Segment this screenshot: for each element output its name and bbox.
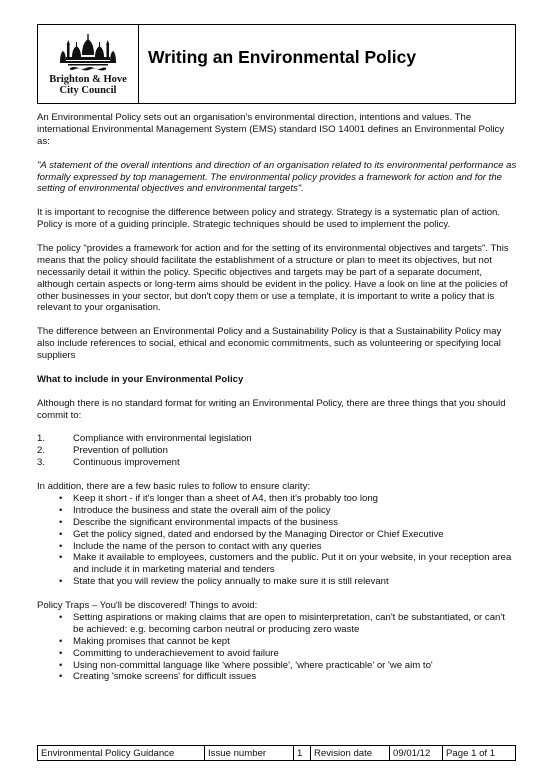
intro-paragraph: An Environmental Policy sets out an organisation's environmental direction, intentions and values. The international Environmental Management System (EMS) standard ISO 14001 defines an Environmental Policy as: (37, 112, 505, 147)
list-item: 1. Compliance with environmental legislation (37, 433, 252, 445)
council-name-line2: City Council (59, 85, 117, 96)
policy-strategy-paragraph: It is important to recognise the difference between policy and strategy. Strategy is a systematic plan of action. Policy is more of a guiding principle. Strategic techniques should be used to implement the policy. (37, 207, 501, 231)
list-item: • Describe the significant environmental impacts of the business (59, 516, 339, 528)
footer-page-number: Page 1 of 1 (443, 746, 516, 761)
list-item: 2. Prevention of pollution (37, 445, 168, 457)
council-logo (38, 25, 139, 103)
document-title: Writing an Environmental Policy (148, 47, 417, 67)
list-item: • State that you will review the policy annually to make sure it is still relevant (59, 576, 389, 588)
list-item: • Committing to underachievement to avoid failure (59, 647, 279, 659)
traps-list (37, 612, 517, 683)
council-name (38, 74, 138, 96)
list-item: 3. Continuous improvement (37, 457, 180, 469)
list-item: • Setting aspirations or making claims that are open to misinterpretation, can't be substantiated, or can't be achieved: e.g. becoming carbon neutral or producing zero waste (59, 611, 505, 635)
list-item: • Get the policy signed, dated and endorsed by the Managing Director or Chief Executive (59, 528, 444, 540)
list-item: • Creating 'smoke screens' for difficult issues (59, 671, 257, 683)
council-name-line1: Brighton & Hove (49, 74, 127, 85)
footer-issue-label: Issue number (205, 746, 294, 761)
document-body (37, 112, 517, 695)
footer-revision-value: 09/01/12 (390, 746, 443, 761)
list-item: • Make it available to employees, customers and the public. Put it on your website, in your reception area and include it in marketing material and tenders (59, 552, 512, 576)
traps-lead: Policy Traps – You'll be discovered! Things to avoid: (37, 600, 258, 612)
commitments-list (37, 433, 517, 469)
iso-definition-quote: "A statement of the overall intentions and direction of an organisation related to its environmental performance as formally expressed by top management. The environmental policy provides a framework for action and for the setting of environmental objectives and environmental targets". (37, 159, 517, 195)
list-item: • Include the name of the person to contact with any queries (59, 540, 322, 552)
rules-lead: In addition, there are a few basic rules to follow to ensure clarity: (37, 480, 311, 492)
list-item: • Introduce the business and state the overall aim of the policy (59, 504, 331, 516)
footer-doc-name: Environmental Policy Guidance (38, 746, 205, 761)
footer-issue-value: 1 (294, 746, 311, 761)
header-box (37, 24, 516, 104)
commitments-lead: Although there is no standard format for writing an Environmental Policy, there are three things that you should commit to: (37, 397, 506, 421)
list-item: • Keep it short - if it's longer than a sheet of A4, then it's probably too long (59, 492, 378, 504)
section-heading: What to include in your Environmental Policy (37, 373, 244, 385)
sustainability-paragraph: The difference between an Environmental Policy and a Sustainability Policy is that a Sustainability Policy may also include references to social, ethical and economic commitments, such as volunteering or specifying local suppliers (37, 326, 502, 362)
list-item: • Using non-committal language like 'where possible', 'where practicable' or 'we aim to' (59, 659, 433, 671)
rules-list (37, 493, 517, 588)
framework-paragraph: The policy "provides a framework for action and for the setting of its environmental objectives and targets". This means that the policy should facilitate the establishment of a structure or plan to meet its objectives, but not necessarily detail it within the policy. Specific objectives and targets may be part of a separate document, although certain aspects or long-term aims should be evident in the policy. Have a look on line at the policies of other businesses in your sector, but don't copy them or use a template, it is important to write a policy that is relevant to your organisation. (37, 242, 509, 314)
footer-revision-label: Revision date (311, 746, 390, 761)
footer-table (37, 745, 516, 761)
pavilion-icon (58, 33, 118, 73)
list-item: • Making promises that cannot be kept (59, 635, 230, 647)
